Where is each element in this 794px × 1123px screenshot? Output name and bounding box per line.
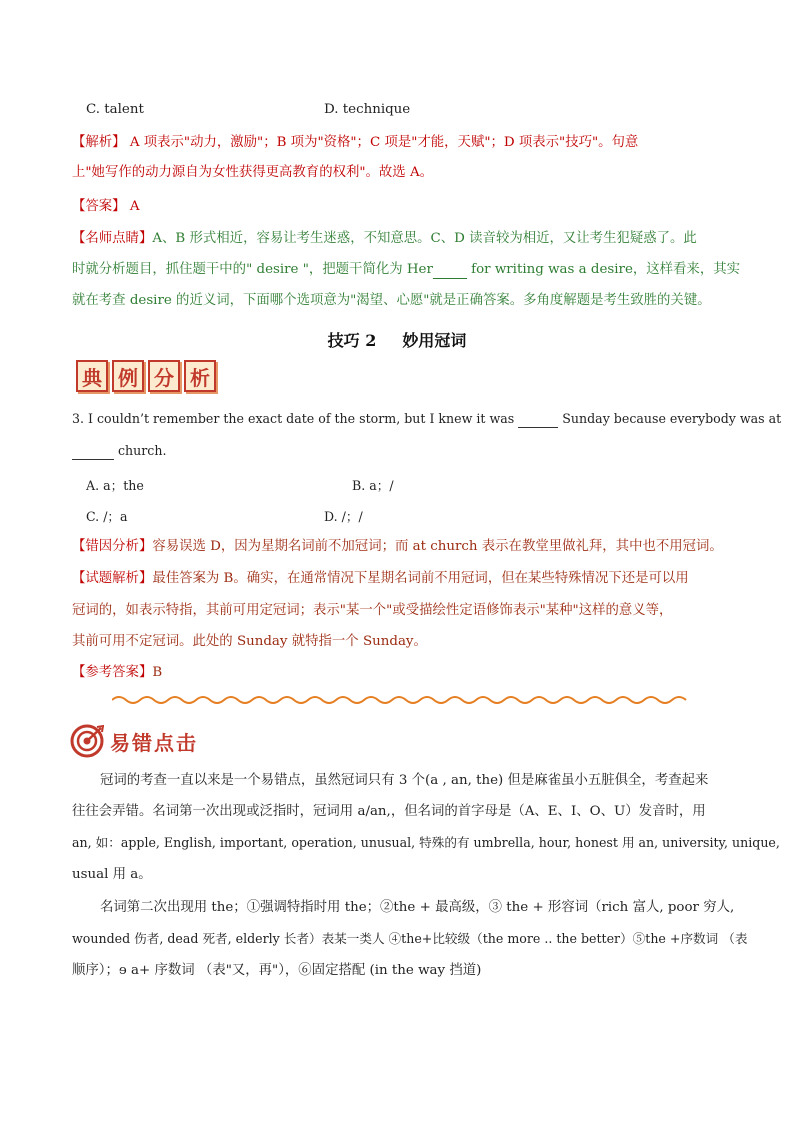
dianjing-text1: A、B 形式相近，容易让考生迷惑，不知意思。C、D 读音较为相近，又让考生犯疑惑了。此: [152, 231, 697, 246]
p1-line1: 冠词的考查一直以来是一个易错点，虽然冠词只有 3 个(a , an, the) 但是麻雀虽小五脏俱全，考查起来: [100, 773, 709, 788]
jiexi-line1: [72, 134, 638, 152]
yicuo-label: 易错点击: [110, 730, 198, 755]
q3-stem-line2: [72, 442, 166, 460]
q3-option-a: A. a；the: [86, 478, 144, 493]
p2-line2: wounded 伤者, dead 死者, elderly 长者）表某一类人 ④the+比较级（the more .. the better）⑤the +序数词 （表: [72, 931, 748, 946]
shiti-tag: 【试题解析】: [72, 571, 153, 586]
option-d: D. technique: [324, 102, 411, 117]
dianjing-tag: 【名师点睛】: [72, 231, 153, 246]
shiti-line3: 其前可用不定冠词。此处的 Sunday 就特指一个 Sunday。: [72, 634, 427, 649]
wavy-divider: [112, 694, 692, 706]
jiexi-text1: A 项表示"动力，激励"；B 项为"资格"；C 项是"才能，天赋"；D 项表示"技巧"。句意: [125, 135, 639, 150]
p1-line4: usual 用 a。: [72, 867, 152, 882]
p1-line2: 往往会弄错。名词第一次出现或泛指时，冠词用 a/an,，但名词的首字母是（A、E、I、O、U）发音时，用: [72, 804, 706, 819]
example-analysis-stamp: [76, 360, 216, 392]
option-c: C. talent: [86, 102, 144, 117]
dianjing-text2a: 时就分析题目，抓住题干中的" desire "，把题干简化为 Her: [72, 262, 433, 277]
jiexi-tag: 【解析】: [72, 135, 126, 150]
ref-tag: 【参考答案】: [72, 665, 153, 680]
cuoyin-tag: 【错因分析】: [72, 539, 153, 554]
q3-stem-b: Sunday because everybody was at: [558, 411, 782, 426]
answer-tag: 【答案】: [72, 199, 126, 214]
q3-option-d: D. /；/: [324, 509, 363, 524]
dianjing-line1: [72, 230, 697, 248]
q3-option-c: C. /；a: [86, 509, 128, 524]
section-title-text: 妙用冠词: [402, 331, 467, 350]
dianjing-line3: 就在考查 desire 的近义词，下面哪个选项意为"渴望、心愿"就是正确答案。多角度解题是考生致胜的关键。: [72, 293, 711, 308]
shiti-text1: 最佳答案为 B。确实，在通常情况下星期名词前不用冠词，但在某些特殊情况下还是可以用: [152, 571, 689, 586]
ref-value: B: [152, 665, 163, 680]
p1-line3: an, 如：apple, English, important, operation, unusual, 特殊的有 umbrella, hour, honest 用 an, university, unique,: [72, 835, 780, 850]
stamp-char: 典: [76, 360, 108, 392]
answer-line: [72, 198, 140, 216]
q3-stem-a: 3. I couldn’t remember the exact date of the storm, but I knew it was: [72, 411, 515, 426]
section-title: [0, 328, 794, 351]
dianjing-text2b: for writing was a desire，这样看来，其实: [466, 262, 740, 277]
target-icon: [70, 724, 104, 758]
stamp-char: 例: [112, 360, 144, 392]
dianjing-line2: [72, 261, 740, 279]
ref-answer-line: [72, 664, 162, 682]
p2-line3: 顺序）；ɘ a+ 序数词 （表"又，再"），⑥固定搭配 (in the way 挡道): [72, 963, 482, 978]
section-title-num: 技巧 2: [327, 331, 377, 350]
stamp-char: 分: [148, 360, 180, 392]
p2-line1: 名词第二次出现用 the；①强调特指时用 the；②the + 最高级，③ the + 形容词（rich 富人, poor 穷人,: [100, 900, 735, 915]
blank: [72, 445, 114, 460]
cuoyin-text: 容易误选 D，因为星期名词前不加冠词；而 at church 表示在教堂里做礼拜，其中也不用冠词。: [152, 539, 723, 554]
stamp-char: 析: [184, 360, 216, 392]
q3-stem-c: church.: [114, 443, 167, 458]
shiti-line1: [72, 570, 689, 588]
q3-stem-line1: [72, 410, 781, 428]
answer-value: A: [125, 199, 140, 214]
blank: [518, 413, 558, 428]
blank: [433, 264, 467, 279]
jiexi-line2: 上"她写作的动力源自为女性获得更高教育的权利"。故选 A。: [72, 165, 434, 180]
shiti-line2: 冠词的，如表示特指，其前可用定冠词；表示"某一个"或受描绘性定语修饰表示"某种"这样的意义等，: [72, 603, 673, 618]
q3-option-b: B. a；/: [352, 478, 394, 493]
yicuo-header: [70, 724, 198, 758]
cuoyin-line: [72, 538, 723, 556]
